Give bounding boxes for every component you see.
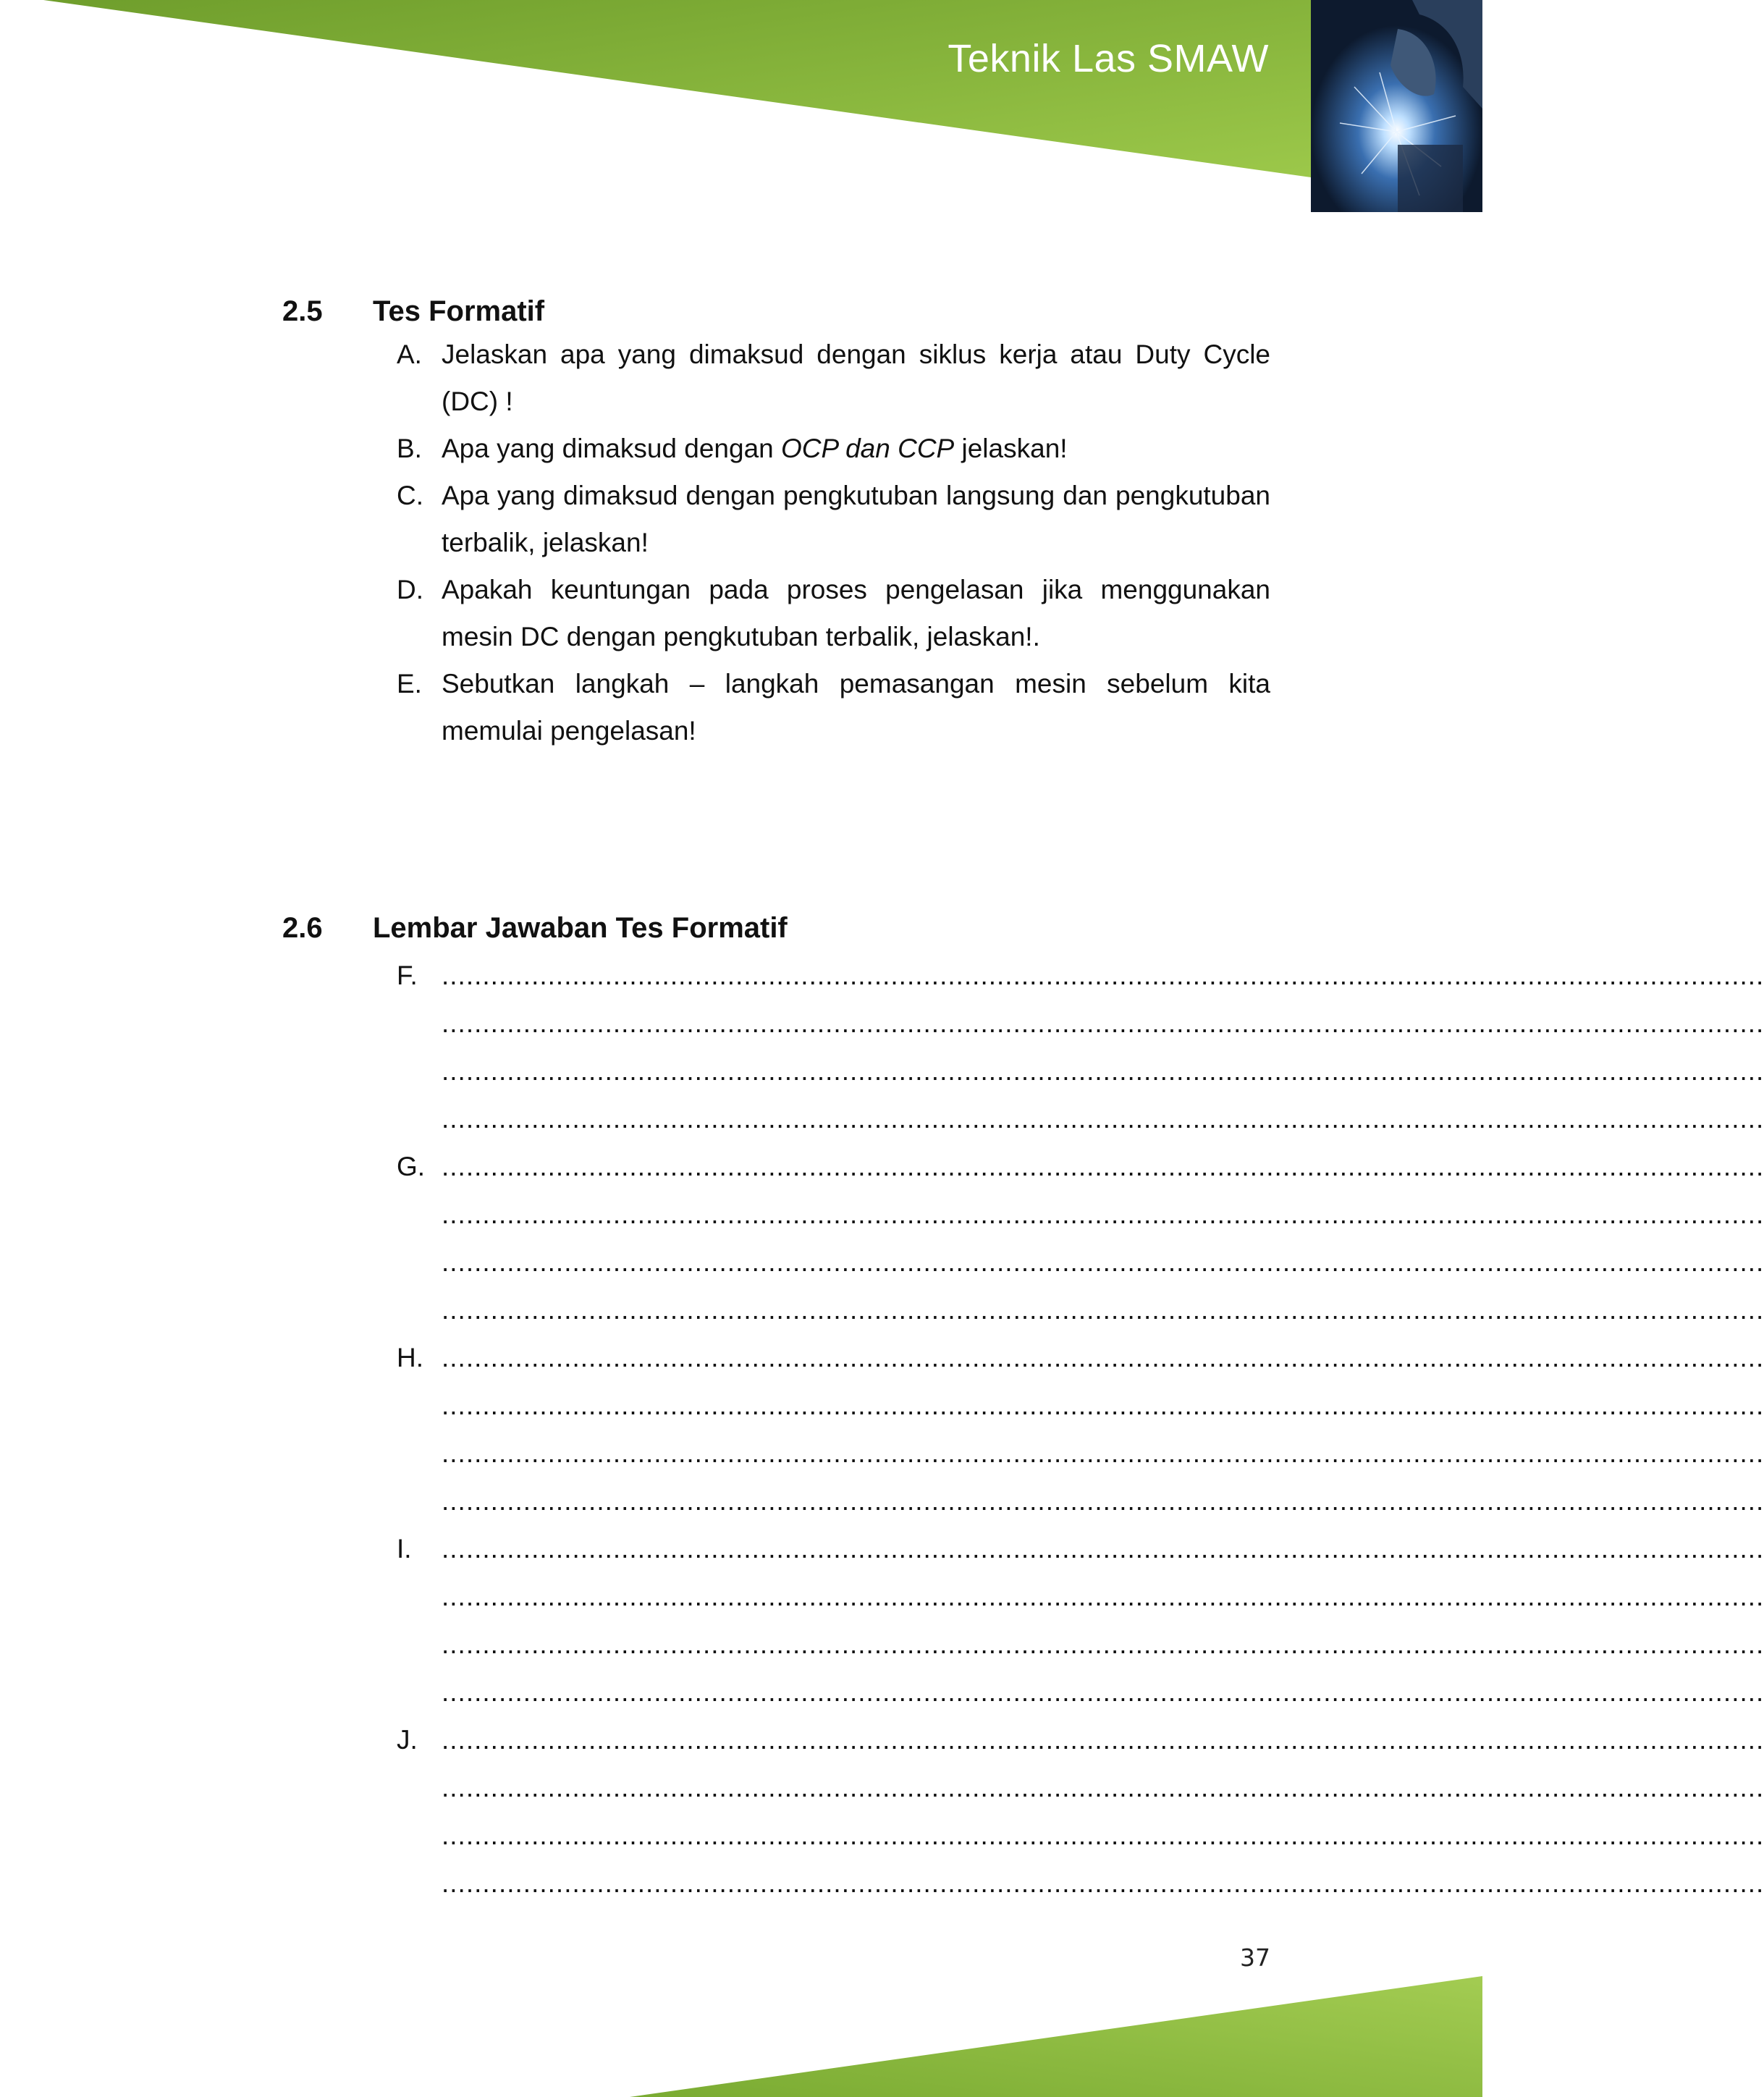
question-letter: D. <box>397 575 423 604</box>
answer-dotted-line: .................................................................................................................................................................. <box>442 1199 1764 1229</box>
list-item <box>397 660 1270 754</box>
answer-item <box>397 1525 1764 1716</box>
answer-list <box>397 952 1764 1907</box>
answer-letter: F. <box>397 961 418 990</box>
footer-band <box>0 1976 1482 2097</box>
section-heading <box>282 293 1270 329</box>
answer-item <box>397 1716 1764 1907</box>
welding-photo-icon <box>1311 0 1482 212</box>
answer-letter: I. <box>397 1534 412 1564</box>
answer-dotted-line: .................................................................................................................................................................. <box>442 1295 1764 1325</box>
question-letter: C. <box>397 481 423 510</box>
question-text: Sebutkan langkah – langkah pemasangan mesin sebelum kita memulai pengelasan! <box>442 669 1270 746</box>
answer-lines <box>442 1143 1764 1334</box>
list-item <box>397 425 1270 472</box>
question-letter: A. <box>397 339 422 369</box>
question-list <box>397 331 1270 754</box>
answer-dotted-line: .................................................................................................................................................................. <box>442 961 1764 990</box>
answer-letter: H. <box>397 1343 423 1372</box>
list-item <box>397 331 1270 425</box>
answer-letter: J. <box>397 1725 418 1755</box>
answer-item <box>397 1334 1764 1525</box>
header-title: Teknik Las SMAW <box>948 37 1269 80</box>
question-text: Apa yang dimaksud dengan pengkutuban langsung dan pengkutuban terbalik, jelaskan! <box>442 481 1270 557</box>
answer-letter: G. <box>397 1152 426 1181</box>
answer-dotted-line: .................................................................................................................................................................. <box>442 1582 1764 1611</box>
section-title: Lembar Jawaban Tes Formatif <box>373 912 788 944</box>
section-heading <box>282 910 1270 946</box>
list-item <box>397 472 1270 566</box>
answer-dotted-line: .................................................................................................................................................................. <box>442 1534 1764 1564</box>
answer-dotted-line: .................................................................................................................................................................. <box>442 1152 1764 1181</box>
answer-lines <box>442 1334 1764 1525</box>
question-text <box>442 425 1270 472</box>
section-title: Tes Formatif <box>373 295 545 327</box>
page-number: 37 <box>1240 1944 1270 1972</box>
answer-dotted-line: .................................................................................................................................................................. <box>442 1056 1764 1086</box>
answer-dotted-line: .................................................................................................................................................................. <box>442 1725 1764 1755</box>
answer-dotted-line: .................................................................................................................................................................. <box>442 1820 1764 1850</box>
answer-lines <box>442 1716 1764 1907</box>
section-lembar-jawaban <box>282 910 1764 1907</box>
question-text-italic: OCP dan CCP <box>781 434 955 463</box>
answer-dotted-line: .................................................................................................................................................................. <box>442 1008 1764 1038</box>
section-number: 2.6 <box>282 912 323 944</box>
answer-item <box>397 952 1764 1143</box>
answer-item <box>397 1143 1764 1334</box>
answer-lines <box>442 952 1764 1143</box>
question-text: Apakah keuntungan pada proses pengelasan jika menggunakan mesin DC dengan pengkutuban terbalik, jelaskan!. <box>442 575 1270 651</box>
answer-dotted-line: .................................................................................................................................................................. <box>442 1486 1764 1516</box>
section-number: 2.5 <box>282 295 323 327</box>
question-text: Jelaskan apa yang dimaksud dengan siklus kerja atau Duty Cycle (DC) ! <box>442 339 1270 416</box>
question-letter: E. <box>397 669 422 699</box>
question-letter: B. <box>397 434 422 463</box>
list-item <box>397 566 1270 660</box>
answer-dotted-line: .................................................................................................................................................................. <box>442 1629 1764 1659</box>
answer-lines <box>442 1525 1764 1716</box>
answer-dotted-line: .................................................................................................................................................................. <box>442 1247 1764 1277</box>
answer-dotted-line: .................................................................................................................................................................. <box>442 1391 1764 1420</box>
question-text-part: Apa yang dimaksud dengan <box>442 434 782 463</box>
answer-dotted-line: .................................................................................................................................................................. <box>442 1438 1764 1468</box>
answer-dotted-line: .................................................................................................................................................................. <box>442 1773 1764 1802</box>
answer-dotted-line: .................................................................................................................................................................. <box>442 1868 1764 1898</box>
answer-dotted-line: .................................................................................................................................................................. <box>442 1343 1764 1372</box>
header-banner <box>0 0 1482 217</box>
answer-dotted-line: .................................................................................................................................................................. <box>442 1104 1764 1134</box>
answer-dotted-line: .................................................................................................................................................................. <box>442 1677 1764 1707</box>
section-tes-formatif <box>282 293 1270 754</box>
question-text-part: jelaskan! <box>954 434 1068 463</box>
